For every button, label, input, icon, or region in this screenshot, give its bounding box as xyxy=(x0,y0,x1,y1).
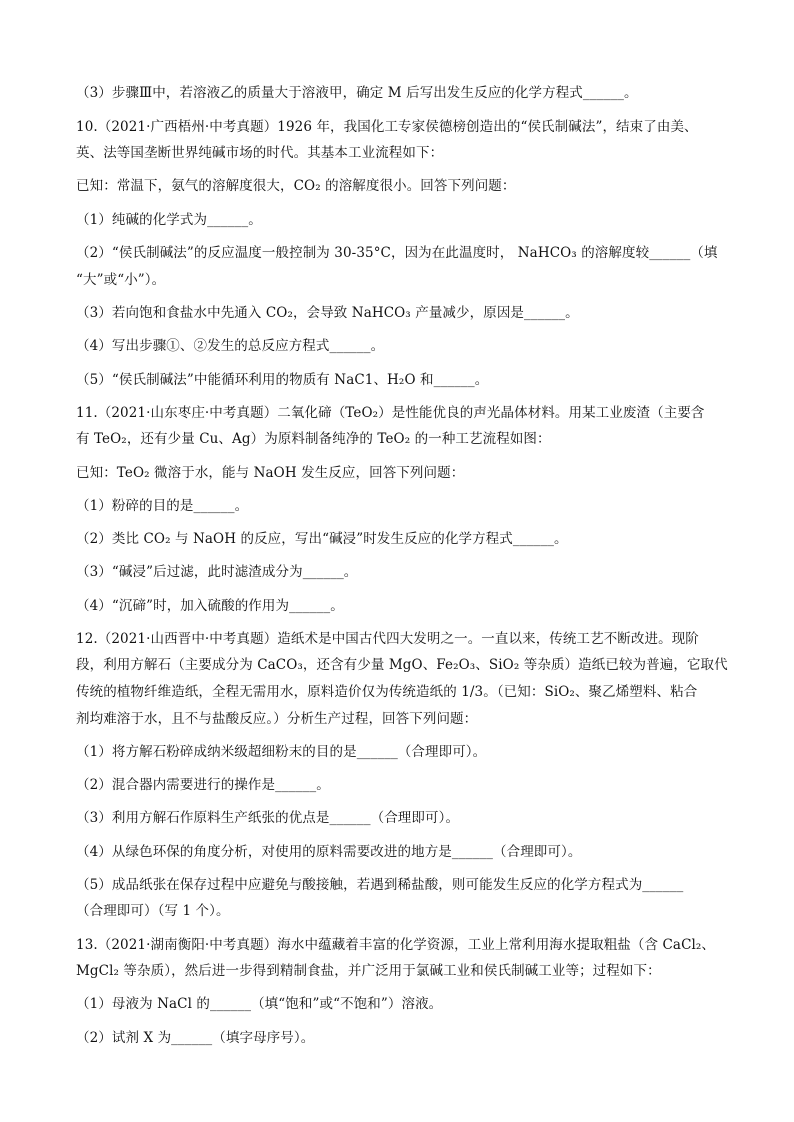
text-line: （1）粉碎的目的是______。 xyxy=(76,498,249,514)
text-line: 传统的植物纤维造纸，全程无需用水，原料造价仅为传统造纸的 1/3。（已知：SiO₂、聚乙烯塑料、粘合 xyxy=(76,684,698,700)
text-line: （2）混合器内需要进行的操作是______。 xyxy=(76,777,330,793)
text-line: 有 TeO₂，还有少量 Cu、Ag）为原料制备纯净的 TeO₂ 的一种工艺流程如图： xyxy=(76,431,551,447)
text-line: （4）“沉碲”时，加入硫酸的作用为______。 xyxy=(76,598,344,614)
text-line: （3）步骤Ⅲ中，若溶液乙的质量大于溶液甲，确定 M 后写出发生反应的化学方程式______。 xyxy=(76,85,638,101)
text-line: （3）若向饱和食盐水中先通入 CO₂，会导致 NaHCO₃ 产量减少，原因是______。 xyxy=(76,305,579,321)
text-line: （1）母液为 NaCl 的______（填“饱和”或“不饱和”）溶液。 xyxy=(76,996,443,1012)
text-line: （5）成品纸张在保存过程中应避免与酸接触，若遇到稀盐酸，则可能发生反应的化学方程式为______ xyxy=(76,877,684,893)
text-line: 已知：常温下，氨气的溶解度很大，CO₂ 的溶解度很小。回答下列问题： xyxy=(76,178,516,194)
text-line: 剂均难溶于水，且不与盐酸反应。）分析生产过程，回答下列问题： xyxy=(76,711,478,727)
text-line: （2）试剂 X 为______（填字母序号）。 xyxy=(76,1030,315,1046)
text-line: （1）纯碱的化学式为______。 xyxy=(76,212,262,228)
question-13-heading: 13.（2021·湖南衡阳·中考真题）海水中蕴藏着丰富的化学资源，工业上常利用海水提取粗盐（含 CaCl₂、 xyxy=(76,937,716,953)
text-line: （2）“侯氏制碱法”的反应温度一般控制为 30-35°C，因为在此温度时， NaHCO₃ 的溶解度较______（填 xyxy=(76,245,718,261)
text-line: 已知：TeO₂ 微溶于水，能与 NaOH 发生反应，回答下列问题： xyxy=(76,465,465,481)
text-line: “大”或“小”）。 xyxy=(76,272,166,288)
text-line: （3）利用方解石作原料生产纸张的优点是______（合理即可）。 xyxy=(76,810,460,826)
question-12-heading: 12.（2021·山西晋中·中考真题）造纸术是中国古代四大发明之一。一直以来，传统工艺不断改进。现阶 xyxy=(76,631,699,647)
text-line: （3）“碱浸”后过滤，此时滤渣成分为______。 xyxy=(76,564,358,580)
question-11-heading: 11.（2021·山东枣庄·中考真题）二氧化碲（TeO₂）是性能优良的声光晶体材料。用某工业废渣（主要含 xyxy=(76,405,705,421)
text-line: （4）写出步骤①、②发生的总反应方程式______。 xyxy=(76,338,385,354)
text-line: （4）从绿色环保的角度分析，对使用的原料需要改进的地方是______（合理即可）。 xyxy=(76,844,582,860)
text-line: MgCl₂ 等杂质），然后进一步得到精制食盐，并广泛用于氯碱工业和侯氏制碱工业等；过程如下： xyxy=(76,963,661,979)
text-line: 英、法等国垄断世界纯碱市场的时代。其基本工业流程如下： xyxy=(76,145,444,161)
question-10-heading: 10.（2021·广西梧州·中考真题）1926 年，我国化工专家侯德榜创造出的“侯氏制碱法”，结束了由美、 xyxy=(76,119,698,135)
text-line: （5）“侯氏制碱法”中能循环利用的物质有 NaC1、H₂O 和______。 xyxy=(76,372,489,388)
text-line: （1）将方解石粉碎成纳米级超细粉末的目的是______（合理即可）。 xyxy=(76,744,487,760)
text-line: （2）类比 CO₂ 与 NaOH 的反应，写出“碱浸”时发生反应的化学方程式______。 xyxy=(76,531,568,547)
text-line: 段，利用方解石（主要成分为 CaCO₃，还含有少量 MgO、Fe₂O₃、SiO₂ 等杂质）造纸已较为普遍，它取代 xyxy=(76,657,728,673)
text-line: （合理即可）（写 1 个）。 xyxy=(76,903,230,919)
